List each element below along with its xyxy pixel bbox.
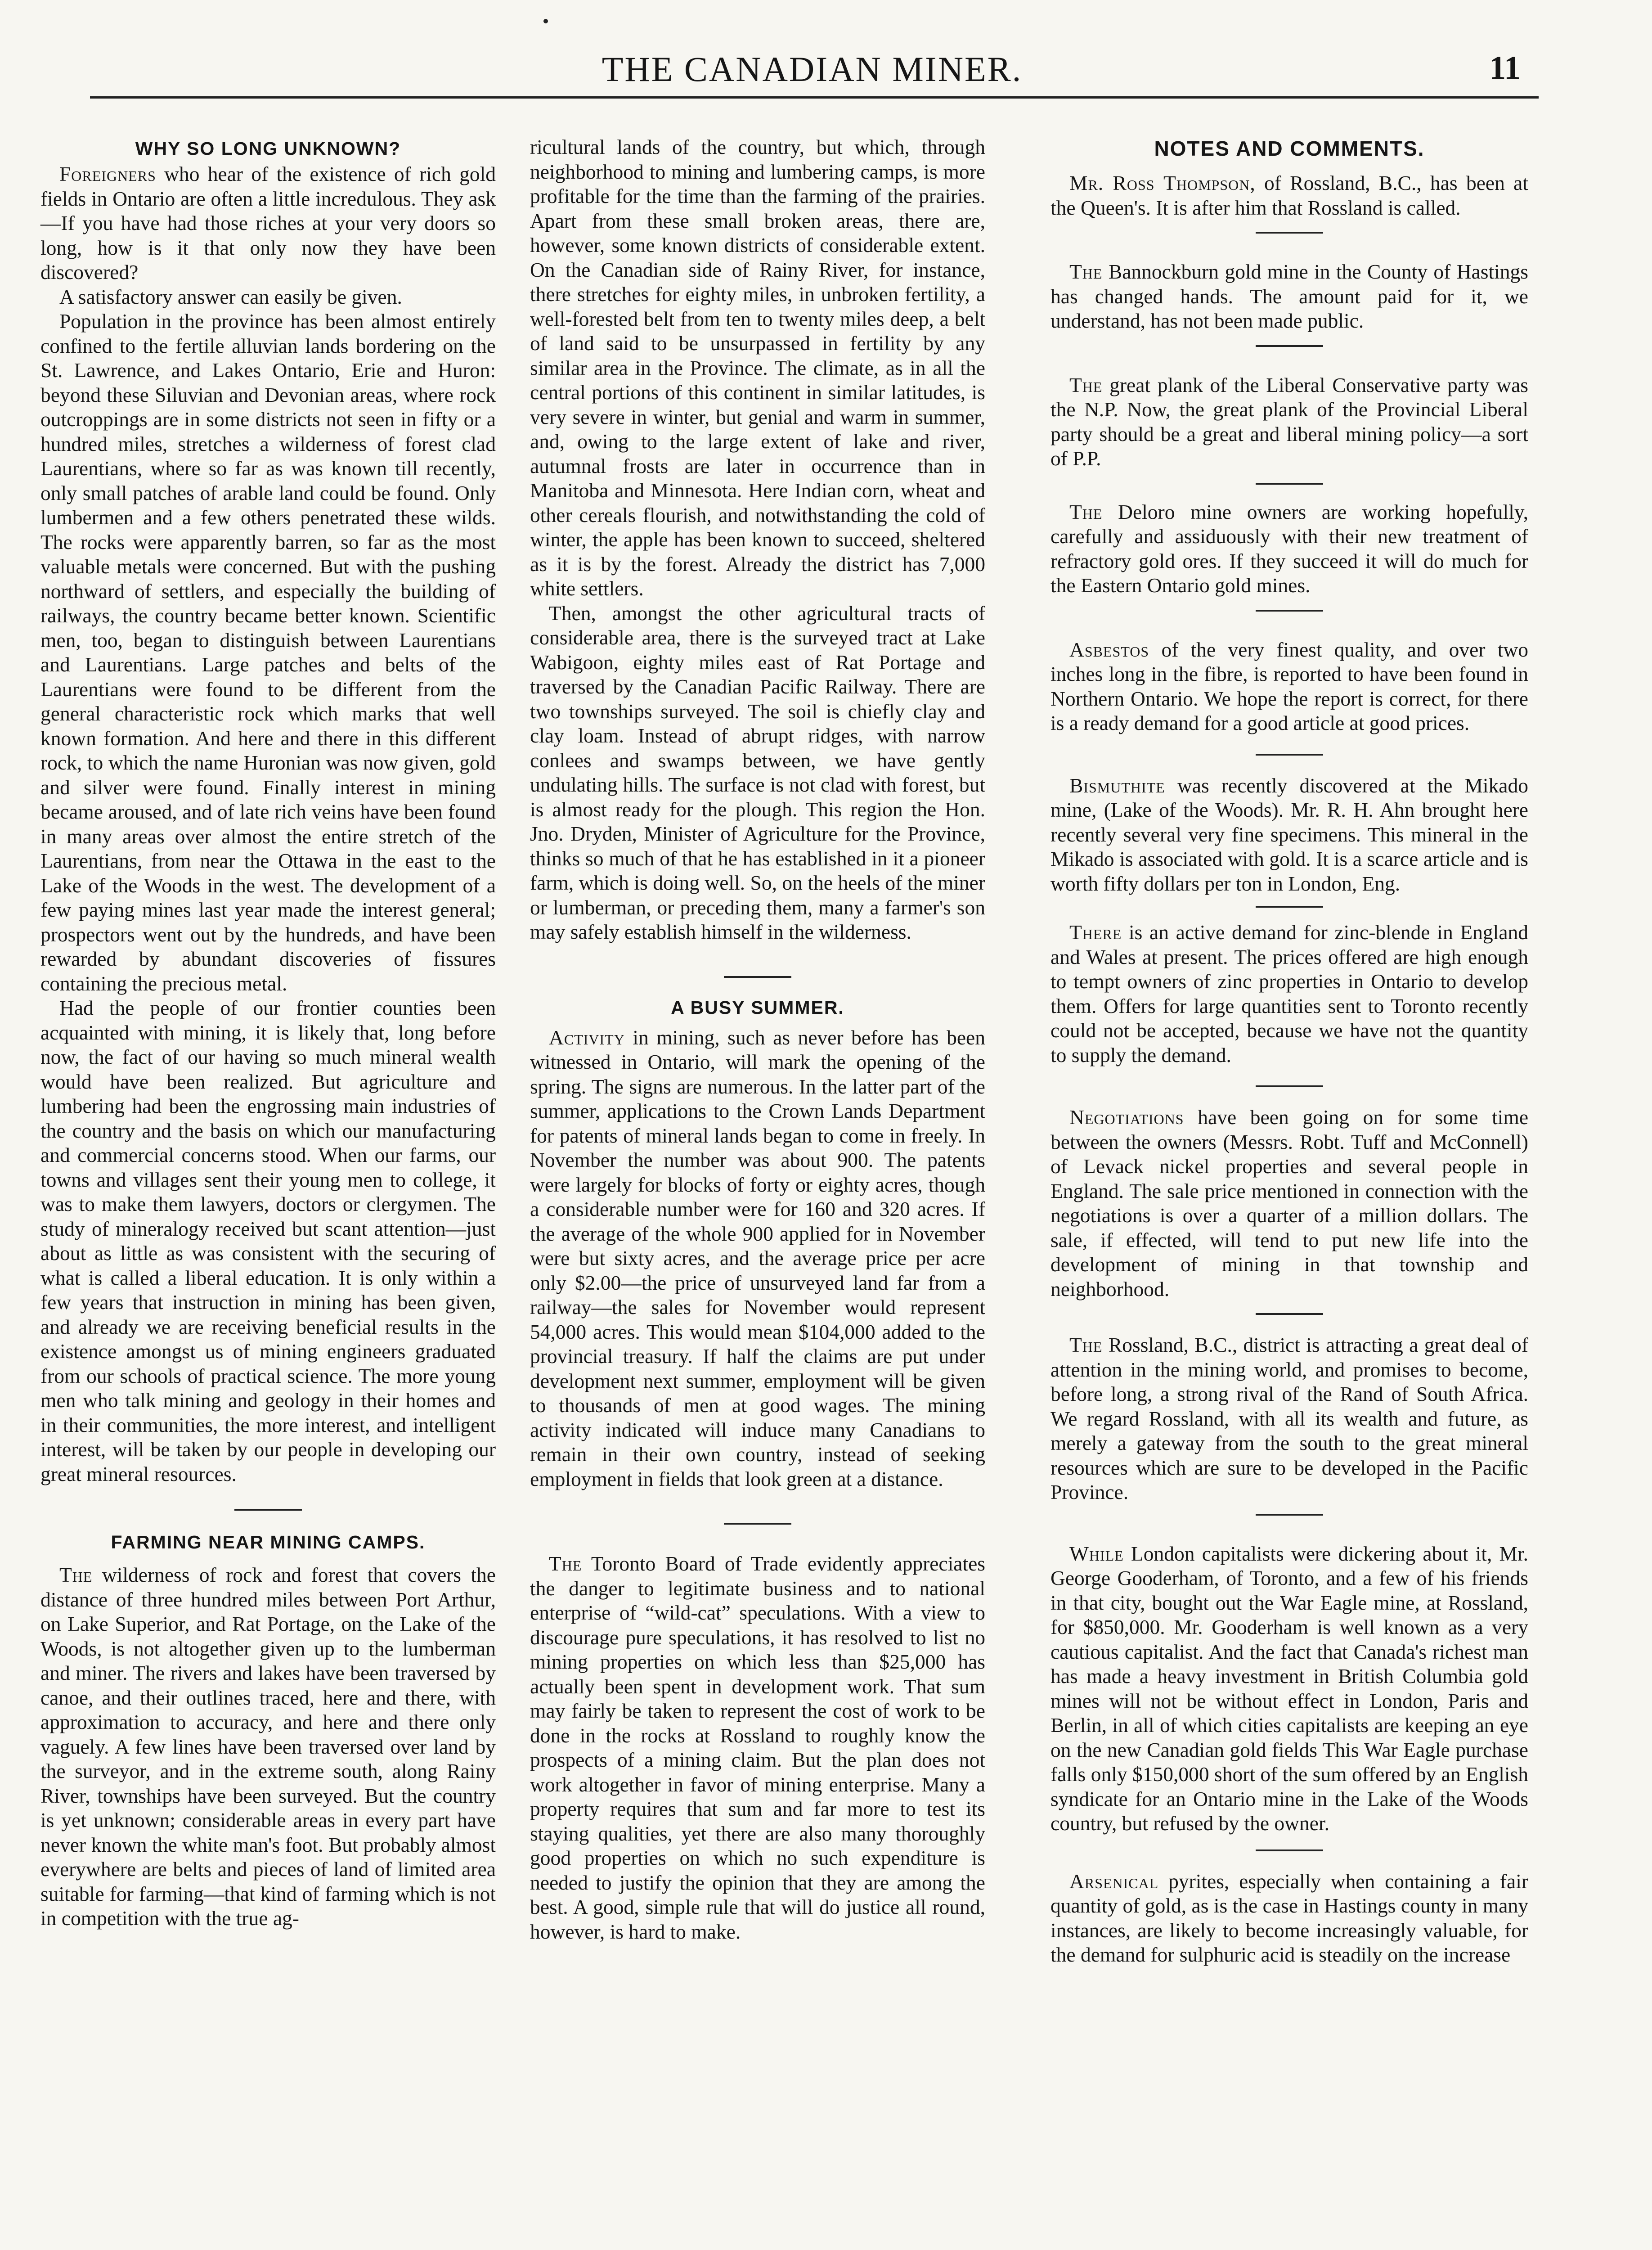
note-item xyxy=(1050,500,1528,598)
note-item xyxy=(1050,373,1528,471)
print-speck xyxy=(543,19,548,23)
paragraph: Population in the province has been almost entirely confined to the fertile alluvian lands bordering on the St. Lawrence, and Lakes Ontario, Erie and Huron: beyond these Siluvian and Devonian areas, where rock outcroppings are in some districts not seen in fifty or a hundred miles, stretches a wilderness of forest clad Laurentians, where so far as was known till recently, only small patches of arable land could be found. Only lumbermen and a few others penetrated these wilds. The rocks were apparently barren, so far as the most valuable metals were concerned. But with the pushing northward of settlers, and especially the building of railways, the country became better known. Scientific men, too, began to distinguish between Laurentians and Laurentians. Large patches and belts of the Laurentians were found to be different from the general characteristic rock which marks that well known formation. And here and there in this different rock, to which the name Huronian was now given, gold and silver were found. Finally interest in mining became aroused, and of late rich veins have been found in many areas over almost the entire stretch of the Laurentians, from near the Ottawa in the east to the Lake of the Woods in the west. The development of a few paying mines last year made the interest general; prospectors went out by the hundreds, and have been rewarded by abundant discoveries of fissures containing the precious metal. xyxy=(40,310,496,995)
note-text: have been going on for some time between the owners (Messrs. Robt. Tuff and McConnell) of Levack nickel properties and several people in England. The sale price mentioned in connection with the negotiations is over a quarter of a million dollars. The sale, if effected, will tend to put new life into the development of mining in that township and neighborhood. xyxy=(1050,1106,1529,1300)
paragraph xyxy=(530,1552,985,1944)
heading-notes-and-comments: NOTES AND COMMENTS. xyxy=(1154,137,1425,160)
note-item xyxy=(1050,1542,1528,1836)
paragraph-text: in mining, such as never before has been witnessed in Ontario, will mark the opening of the spring. The signs are numerous. In the latter part of the summer, applications to the Crown Lands Department for patents of mineral lands began to come in freely. In November the number was about 900. The patents were largely for blocks of forty or eighty acres, though a considerable number were for 160 and 320 acres. If the average of the whole 900 applied for in November were but sixty acres, and the average price per acre only $2.00—the price of unsurveyed land far from a railway—the sales for November would represent 54,000 acres. This would mean $104,000 added to the provincial treasury. If half the claims are put under development next summer, employment will be given to thousands of men at good wages. The mining activity indicated will induce many Canadians to remain in their own country, instead of seeking employment in fields that look green at a distance. xyxy=(530,1026,986,1490)
page-header xyxy=(85,43,1539,97)
note-text: was recently discovered at the Mikado mine, (Lake of the Woods). Mr. R. H. Ahn brought here recently several very fine specimens. This mineral in the Mikado is associated with gold. It is a scarce article and is worth fifty dollars per ton in London, Eng. xyxy=(1050,774,1528,895)
note-text: London capitalists were dickering about it, Mr. George Gooderham, of Toronto, and a few of his friends in that city, bought out the War Eagle mine, at Rossland, for $850,000. Mr. Gooderham is well known as a very cautious capitalist. And the fact that Canada's richest man has made a heavy investment in British Columbia gold mines will not be without effect in London, Paris and Berlin, in all of which cities capitalists are keeping an eye on the new Canadian gold fields This War Eagle purchase falls only $150,000 short of the sum offered by an English syndicate for an Ontario mine in the Lake of the Woods country, but refused by the owner. xyxy=(1050,1542,1528,1835)
note-text: Bannockburn gold mine in the County of Hastings has changed hands. The amount paid for it, we understand, has not been made public. xyxy=(1050,260,1528,332)
heading-a-busy-summer: A BUSY SUMMER. xyxy=(671,997,844,1018)
note-item xyxy=(1050,774,1528,896)
note-item xyxy=(1050,638,1528,736)
note-text: is an active demand for zinc-blende in England and Wales at present. The prices offered are high enough to tempt owners of zinc properties in Ontario to develop them. Offers for large quantities sent to Toronto recently could not be accepted, because we have not the quantity to supply the demand. xyxy=(1050,921,1529,1066)
heading-farming-near-mining-camps: FARMING NEAR MINING CAMPS. xyxy=(111,1532,426,1552)
column-3 xyxy=(1050,135,1528,1967)
note-item xyxy=(1050,920,1528,1067)
note-text: great plank of the Liberal Conservative party was the N.P. Now, the great plank of the Provincial Liberal party should be a great and liberal mining policy—a sort of P.P. xyxy=(1050,373,1529,470)
paragraph-text: Toronto Board of Trade evidently appreciates the danger to legitimate business and to national enterprise of “wild-cat” speculations. With a view to discourage pure speculations, it has resolved to list no mining properties on which less than $25,000 has actually been spent in development work. That sum may fairly be taken to represent the cost of work to be done in the rocks at Rossland to roughly know the prospects of a mining claim. But the plan does not work altogether in favor of mining enterprise. Many a property requires that sum and far more to test its staying qualities, yet there are also many thoroughly good properties on which no such expenditure is needed to justify the opinion that they are among the best. A good, simple rule that will do justice all round, however, is hard to make. xyxy=(530,1552,985,1943)
heading-why-so-long-unknown: WHY SO LONG UNKNOWN? xyxy=(135,138,401,159)
masthead-title: THE CANADIAN MINER. xyxy=(602,50,1023,89)
paragraph-text: who hear of the existence of rich gold fields in Ontario are often a little incredulous. They ask—If you have had those riches at your very doors so long, how is it that only now they have been discovered? xyxy=(40,162,496,284)
lead-word: The xyxy=(1069,260,1103,283)
paragraph: Then, amongst the other agricultural tracts of considerable area, there is the surveyed tract at Lake Wabigoon, eighty miles east of Rat Portage and traversed by the Canadian Pacific Railway. There are two townships surveyed. The soil is chiefly clay and clay loam. Instead of abrupt ridges, with narrow conlees and swamps between, we have gently undulating hills. The surface is not clad with forest, but is almost ready for the plough. This region the Hon. Jno. Dryden, Minister of Agriculture for the Province, thinks so much of that he has established in it a pioneer farm, which is doing well. So, on the heels of the miner or lumberman, or preceding them, many a farmer's son may safely establish himself in the wilderness. xyxy=(530,601,985,943)
lead-word: While xyxy=(1069,1542,1124,1565)
column-1 xyxy=(40,135,496,1931)
lead-word: Asbestos xyxy=(1069,638,1149,661)
note-text: Rossland, B.C., district is attracting a great deal of attention in the mining world, and promises to become, before long, a strong rival of the Rand of South Africa. We regard Rossland, with all its wealth and future, as merely a gateway from the south to the great mineral resources which are sure to be developed in the Pacific Province. xyxy=(1050,1333,1528,1503)
paragraph-continued: ricultural lands of the country, but which, through neighborhood to mining and lumbering camps, is more profitable for the time than the farming of the prairies. Apart from these small broken areas, there are, however, some known districts of considerable extent. On the Canadian side of Rainy River, for instance, there stretches for eighty miles, in unbroken fertility, a well-forested belt from ten to twenty miles deep, a belt of land said to be unsurpassed in fertility by any similar area in the Province. The climate, as in all the central portions of this continent in similar latitudes, is very severe in winter, but genial and warm in summer, and, owing to the large extent of lake and river, autumnal frosts are later in occurrence than in Manitoba and Minnesota. Here Indian corn, wheat and other cereals flourish, and notwithstanding the cold of winter, the apple has been known to succeed, sheltered as it is by the forest. Already the district has 7,000 white settlers. xyxy=(530,135,985,600)
lead-word: Bismuthite xyxy=(1069,774,1165,797)
note-item xyxy=(1050,260,1528,333)
note-text: Deloro mine owners are working hopefully, carefully and assiduously with their new treatment of refractory gold ores. If they succeed it will do much for the Eastern Ontario gold mines. xyxy=(1050,500,1529,597)
lead-word: Activity xyxy=(549,1026,625,1049)
note-text: of Rossland, B.C., has been at the Queen's. It is after him that Rossland is called. xyxy=(1050,171,1529,219)
lead-word: The xyxy=(59,1563,93,1586)
paragraph xyxy=(40,1563,496,1931)
lead-word: The xyxy=(1069,373,1103,396)
paragraph xyxy=(40,162,496,285)
header-rule xyxy=(90,96,1539,99)
lead-word: The xyxy=(549,1552,582,1575)
note-item xyxy=(1050,1869,1528,1967)
lead-word: There xyxy=(1069,921,1122,944)
column-2 xyxy=(530,135,985,1944)
lead-word: Arsenical xyxy=(1069,1869,1159,1893)
paragraph xyxy=(530,1026,985,1492)
lead-word: Foreigners xyxy=(59,162,156,185)
paragraph: A satisfactory answer can easily be given. xyxy=(59,285,402,308)
note-item xyxy=(1050,1105,1528,1301)
paragraph-text: wilderness of rock and forest that covers the distance of three hundred miles between Port Arthur, on Lake Superior, and Rat Portage, on the Lake of the Woods, is not altogether given up to the lumberman and miner. The rivers and lakes have been traversed by canoe, and their outlines traced, here and there, with approximation to accuracy, and here and there only vaguely. A few lines have been traversed over land by the surveyor, and in the extreme south, along Rainy River, townships have been surveyed. But the country is yet unknown; considerable areas in every part have never known the white man's foot. But probably almost everywhere are belts and pieces of land of limited area suitable for farming—that kind of farming which is not in competition with the true ag- xyxy=(40,1563,496,1930)
page-number: 11 xyxy=(1489,50,1521,86)
note-text: pyrites, especially when containing a fair quantity of gold, as is the case in Hastings county in many instances, are likely to become increasingly valuable, for the demand for sulphuric acid is steadily on the increase xyxy=(1050,1869,1529,1966)
lead-word: The xyxy=(1069,1333,1103,1356)
paragraph: Had the people of our frontier counties been acquainted with mining, it is likely that, long before now, the fact of our having so much mineral wealth would have been realized. But agriculture and lumbering had been the engrossing main industries of the country and the basis on which our manufacturing and commercial concerns stood. When our farms, our towns and villages sent their young men to college, it was to make them lawyers, doctors or clergymen. The study of mineralogy received but scant attention—just about as little as was consistent with the securing of what is called a liberal education. It is only within a few years that instruction in mining has been given, and already we are receiving beneficial results in the existence amongst us of mining engineers graduated from our schools of practical science. The more young men who talk mining and geology in their homes and in their communities, the more interest, and intelligent interest, will be taken by our people in developing our great mineral resources. xyxy=(40,996,496,1485)
note-item xyxy=(1050,171,1528,220)
lead-word: The xyxy=(1069,500,1103,523)
note-text: of the very finest quality, and over two inches long in the fibre, is reported to have been found in Northern Ontario. We hope the report is correct, for there is a ready demand for a good article at good prices. xyxy=(1050,638,1529,734)
note-item xyxy=(1050,1333,1528,1505)
lead-word: Negotiations xyxy=(1069,1106,1184,1129)
lead-word: Mr. Ross Thompson, xyxy=(1069,171,1256,194)
